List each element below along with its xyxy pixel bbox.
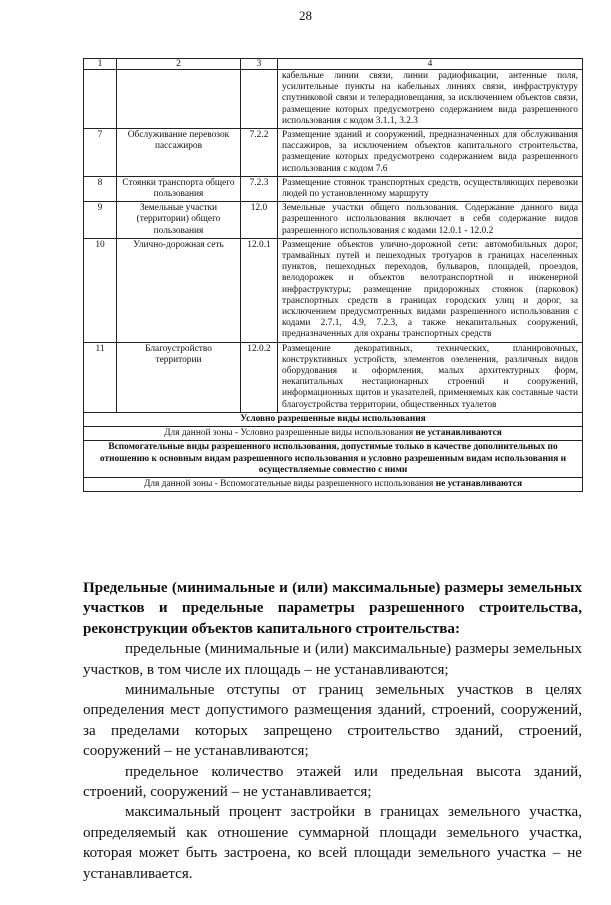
row-number: 11 — [84, 342, 117, 412]
use-code: 12.0.2 — [241, 342, 278, 412]
use-code: 7.2.3 — [241, 176, 278, 201]
conditional-uses-title: Условно разрешенные виды использования — [84, 412, 583, 426]
table-row — [84, 202, 583, 239]
limits-heading: Предельные (минимальные и (или) максимальные) размеры земельных участков и предельные параметры разрешенного строительства, реконструкции объектов капитального строительства: — [83, 580, 582, 637]
limits-paragraph: минимальные отступы от границ земельных участков в целях определения мест допустимого размещения зданий, строений, сооружений, за пределами которых запрещено строительство зданий, строений, сооружений – не устанавливаются; — [83, 682, 582, 760]
table-row — [84, 129, 583, 177]
table-row — [84, 238, 583, 342]
use-description: Размещение объектов улично-дорожной сети: автомобильных дорог, трамвайных путей и пешеходных тротуаров в границах населенных пунктов, пешеходных переходов, бульваров, площадей, проездов, велодорожек и объектов велотранспортной и инженерной инфраструктуры; размещение придорожных стоянок (парковок) транспортных средств в границах городских улиц и дорог, за исключением предусмотренных видами разрешенного использования с кодами 2.7.1, 4.9, 7.2.3, а также некапитальных сооружений, предназначенных для охраны транспортных средств — [278, 238, 583, 342]
limits-paragraph: предельное количество этажей или предельная высота зданий, строений, сооружений – не устанавливается; — [83, 763, 582, 801]
row-number: 9 — [84, 202, 117, 239]
use-code: 12.0.1 — [241, 238, 278, 342]
note-text: Для данной зоны - Вспомогательные виды разрешенного использования — [143, 478, 436, 489]
use-description: кабельные линии связи, линии радиофикации, антенные поля, усилительные пункты на кабельных линиях связи, инфраструктуру спутниковой связи и телерадиовещания, за исключением объектов связи, размещение которых предусмотрено содержанием вида разрешенного использования с кодом 3.1.1, 3.2.3 — [278, 70, 583, 129]
use-description: Размещение зданий и сооружений, предназначенных для обслуживания пассажиров, за исключением объектов капитального строительства, размещение которых предусмотрено содержанием вида разрешенного использования с кодом 7.6 — [278, 129, 583, 177]
row-number: 7 — [84, 129, 117, 177]
header-cell: 1 — [84, 59, 117, 70]
header-cell: 3 — [241, 59, 278, 70]
use-description: Размещение стоянок транспортных средств, осуществляющих перевозки людей по установленному маршруту — [278, 176, 583, 201]
use-name: Улично-дорожная сеть — [117, 238, 241, 342]
page-number: 28 — [299, 8, 312, 23]
use-code: 12.0 — [241, 202, 278, 239]
note-emphasis: не устанавливаются — [435, 478, 523, 489]
use-name — [117, 70, 241, 129]
row-number: 10 — [84, 238, 117, 342]
section-row — [84, 427, 583, 441]
header-cell: 2 — [117, 59, 241, 70]
use-name: Земельные участки (территории) общего пользования — [117, 202, 241, 239]
use-description: Размещение декоративных, технических, планировочных, конструктивных устройств, элементов озеленения, различных видов оборудования и оформления, малых архитектурных форм, некапитальных нестационарных строений и сооружений, информационных щитов и указателей, применяемых как составные части благоустройства территории, общественных туалетов — [278, 342, 583, 412]
limits-section — [83, 578, 582, 884]
use-code — [241, 70, 278, 129]
note-text: Для данной зоны - Условно разрешенные виды использования — [164, 428, 416, 439]
note-emphasis: не устанавливаются — [415, 428, 502, 439]
use-name: Обслуживание перевозок пассажиров — [117, 129, 241, 177]
use-name: Благоустройство территории — [117, 342, 241, 412]
section-row — [84, 412, 583, 426]
use-name: Стоянки транспорта общего пользования — [117, 176, 241, 201]
row-number: 8 — [84, 176, 117, 201]
auxiliary-uses-note — [84, 477, 583, 491]
use-code: 7.2.2 — [241, 129, 278, 177]
limits-paragraph: предельные (минимальные и (или) максимальные) размеры земельных участков, в том числе их площадь – не устанавливаются; — [83, 641, 582, 678]
section-row — [84, 477, 583, 491]
header-cell: 4 — [278, 59, 583, 70]
auxiliary-uses-title: Вспомогательные виды разрешенного использования, допустимые только в качестве дополнительных по отношению к основным видам разрешенного использования и условно разрешенным видам использования и осуществляемые совместно с ними — [84, 441, 583, 478]
use-description: Земельные участки общего пользования. Содержание данного вида разрешенного использования включает в себя содержание видов разрешенного использования с кодами 12.0.1 - 12.0.2 — [278, 202, 583, 239]
land-use-table — [83, 58, 583, 492]
conditional-uses-note — [84, 427, 583, 441]
table-header-row — [84, 59, 583, 70]
limits-paragraph: максимальный процент застройки в границах земельного участка, определяемый как отношение суммарной площади земельного участка, которая может быть застроена, ко всей площади земельного участка – не устанавливается. — [83, 804, 582, 882]
section-row — [84, 441, 583, 478]
table-row — [84, 70, 583, 129]
row-number — [84, 70, 117, 129]
table-row — [84, 342, 583, 412]
table-row — [84, 176, 583, 201]
